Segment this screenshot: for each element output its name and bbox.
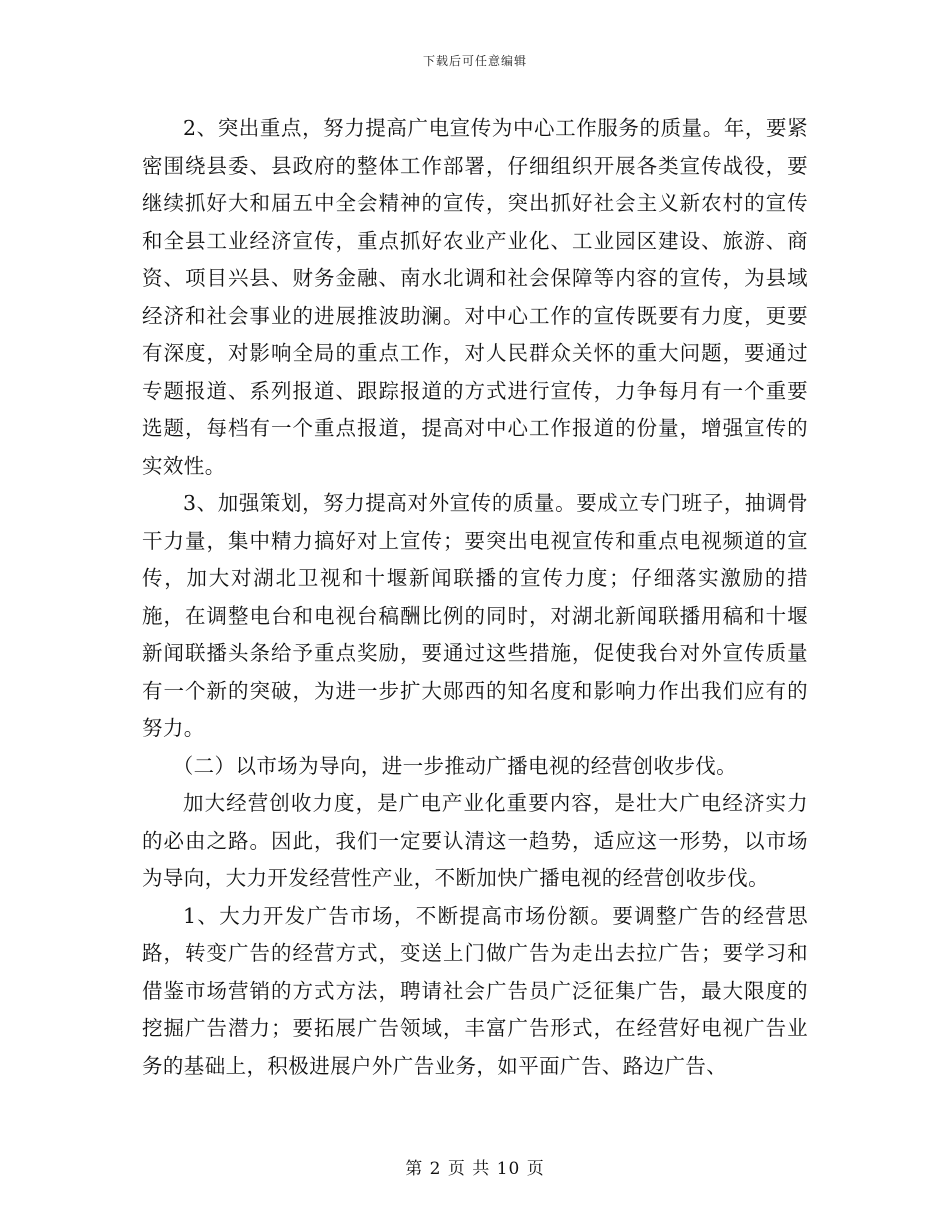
paragraph-item-1: 1、大力开发广告市场，不断提高市场份额。要调整广告的经营思路，转变广告的经营方式，变送上门做广告为走出去拉广告；要学习和借鉴市场营销的方式方法，聘请社会广告员广泛征集广告，最大限度的挖掘广告潜力；要拓展广告领域，丰富广告形式，在经营好电视广告业务的基础上，积极进展户外广告业务，如平面广告、路边广告、 — [142, 903, 808, 1078]
paragraph-item-3: 3、加强策划，努力提高对外宣传的质量。要成立专门班子，抽调骨干力量，集中精力搞好对上宣传；要突出电视宣传和重点电视频道的宣传，加大对湖北卫视和十堰新闻联播的宣传力度；仔细落实激励的措施，在调整电台和电视台稿酬比例的同时，对湖北新闻联播用稿和十堰新闻联播头条给予重点奖励，要通过这些措施，促使我台对外宣传质量有一个新的突破，为进一步扩大郧西的知名度和影响力作出我们应有的努力。 — [142, 491, 808, 740]
paragraph-item-2: 2、突出重点，努力提高广电宣传为中心工作服务的质量。年，要紧密围绕县委、县政府的整体工作部署，仔细组织开展各类宣传战役，要继续抓好大和届五中全会精神的宣传，突出抓好社会主义新农村的宣传和全县工业经济宣传，重点抓好农业产业化、工业园区建设、旅游、商资、项目兴县、财务金融、南水北调和社会保障等内容的宣传，为县域经济和社会事业的进展推波助澜。对中心工作的宣传既要有力度，更要有深度，对影响全局的重点工作，对人民群众关怀的重大问题，要通过专题报道、系列报道、跟踪报道的方式进行宣传，力争每月有一个重要选题，每档有一个重点报道，提高对中心工作报道的份量，增强宣传的实效性。 — [142, 116, 808, 478]
page-number: 第 2 页 共 10 页 — [405, 1159, 545, 1179]
document-body — [142, 110, 808, 1085]
paragraph-section-intro: 加大经营创收力度，是广电产业化重要内容，是壮大广电经济实力的必由之路。因此，我们一定要认清这一趋势，适应这一形势，以市场为导向，大力开发经营性产业，不断加快广播电视的经营创收步伐。 — [142, 791, 808, 890]
header-note: 下载后可任意编辑 — [422, 54, 527, 68]
section-heading-2: （二）以市场为导向，进一步推动广播电视的经营创收步伐。 — [172, 753, 738, 778]
